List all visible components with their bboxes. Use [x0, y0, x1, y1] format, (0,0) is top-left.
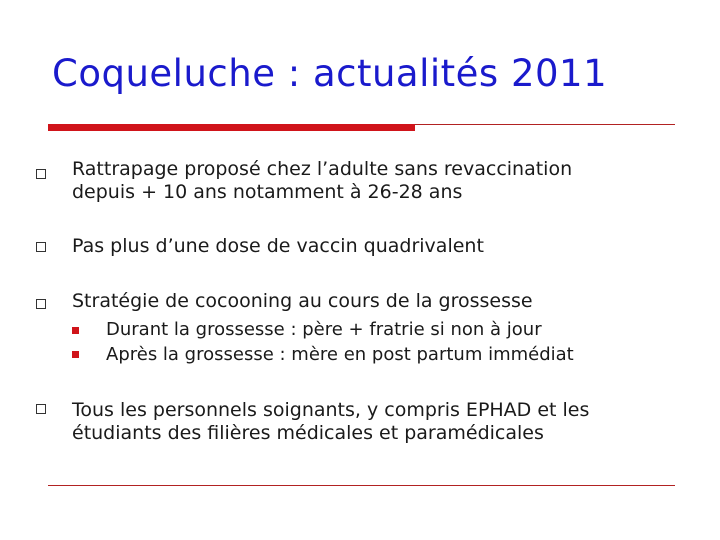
bullet-4-line-1: Tous les personnels soignants, y compris EPHAD et les: [72, 399, 590, 421]
bullet-1-line-2: depuis + 10 ans notamment à 26-28 ans: [72, 181, 463, 203]
square-bullet-icon: [36, 242, 46, 252]
bullet-4-line-2: étudiants des filières médicales et paramédicales: [72, 422, 544, 444]
bullet-1-line-1: Rattrapage proposé chez l’adulte sans revaccination: [72, 158, 573, 180]
red-square-bullet-icon: [72, 351, 79, 358]
square-bullet-icon: [36, 404, 46, 414]
bullet-2-line-1: Pas plus d’une dose de vaccin quadrivalent: [72, 235, 484, 257]
bullet-3-line-1: Stratégie de cocooning au cours de la grossesse: [72, 290, 533, 312]
sub-bullet-1: Durant la grossesse : père + fratrie si non à jour: [106, 319, 542, 340]
sub-bullet-2: Après la grossesse : mère en post partum immédiat: [106, 344, 574, 365]
slide-title: Coqueluche : actualités 2011: [52, 52, 608, 95]
title-divider-bar: [48, 124, 415, 131]
footer-divider-line: [48, 485, 675, 486]
red-square-bullet-icon: [72, 327, 79, 334]
square-bullet-icon: [36, 169, 46, 179]
square-bullet-icon: [36, 299, 46, 309]
